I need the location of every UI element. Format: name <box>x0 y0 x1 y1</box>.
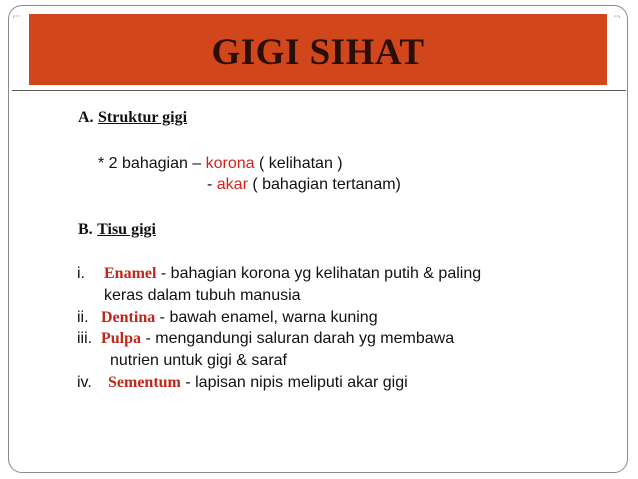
list-item <box>101 329 454 349</box>
term-akar: akar <box>216 176 248 193</box>
section-a-line-2 <box>207 175 401 195</box>
list-item-continuation: nutrien untuk gigi & saraf <box>110 352 287 369</box>
list-item-desc: - mengandungi saluran darah yg membawa <box>141 330 455 347</box>
list-item <box>104 264 481 284</box>
term-enamel: Enamel <box>104 265 157 282</box>
section-b-heading <box>78 220 156 240</box>
section-b-title: Tisu gigi <box>97 221 156 238</box>
section-b-letter: B. <box>78 221 93 238</box>
list-item <box>108 373 408 393</box>
list-item-numeral: i. <box>77 265 85 282</box>
line-prefix: - <box>207 176 217 193</box>
list-item-desc: - bawah enamel, warna kuning <box>155 309 378 326</box>
list-item-numeral: iv. <box>77 374 92 391</box>
section-a-heading <box>78 108 187 128</box>
corner-mark-icon: ⌐ <box>12 10 22 23</box>
term-pulpa: Pulpa <box>101 330 142 347</box>
term-dentina: Dentina <box>101 309 156 326</box>
section-a-letter: A. <box>78 109 94 126</box>
section-a-line-1 <box>98 154 343 174</box>
section-a-title: Struktur gigi <box>98 109 188 126</box>
list-item-numeral: ii. <box>77 309 89 326</box>
slide-title: GIGI SIHAT <box>211 32 425 73</box>
list-item-desc: - lapisan nipis meliputi akar gigi <box>180 374 408 391</box>
corner-mark-icon: ¬ <box>612 10 622 23</box>
list-item-numeral: iii. <box>77 330 93 347</box>
list-item-continuation: keras dalam tubuh manusia <box>104 287 301 304</box>
line-prefix: * 2 bahagian – <box>98 155 206 172</box>
term-sementum: Sementum <box>108 374 181 391</box>
term-korona: korona <box>205 155 255 172</box>
line-suffix: ( bahagian tertanam) <box>247 176 401 193</box>
line-suffix: ( kelihatan ) <box>254 155 343 172</box>
list-item <box>101 308 378 328</box>
list-item-desc: - bahagian korona yg kelihatan putih & paling <box>156 265 482 282</box>
divider-line <box>12 90 626 91</box>
